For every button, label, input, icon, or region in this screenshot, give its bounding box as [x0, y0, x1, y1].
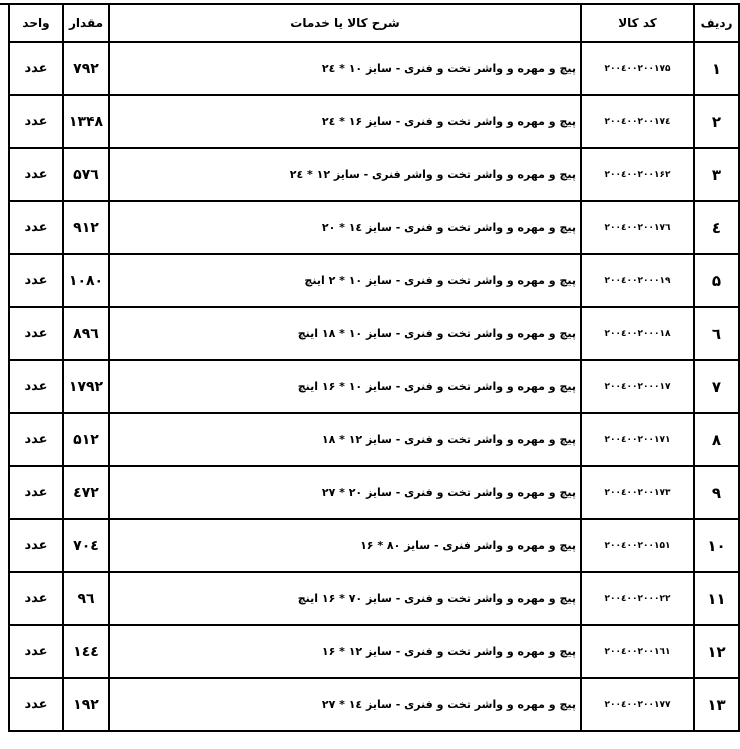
item-code: ۲۰۰٤۰۰۲۰۰۰۱۹	[581, 254, 694, 307]
table-row	[9, 201, 739, 254]
item-description: پیچ و مهره و واشر تخت و فنری - سایز ۷۰ * ۱۶ اینچ	[109, 572, 581, 625]
item-quantity: ۱٤٤	[63, 625, 109, 678]
table-row	[9, 519, 739, 572]
table-row	[9, 413, 739, 466]
header-row	[9, 4, 739, 42]
item-unit: عدد	[9, 360, 63, 413]
table-row	[9, 254, 739, 307]
table-row	[9, 625, 739, 678]
item-unit: عدد	[9, 201, 63, 254]
item-unit: عدد	[9, 572, 63, 625]
item-unit: عدد	[9, 42, 63, 95]
item-unit: عدد	[9, 95, 63, 148]
item-unit: عدد	[9, 148, 63, 201]
item-description: پیچ و مهره و واشر تخت و فنری - سایز ۱٤ * ۲۰	[109, 201, 581, 254]
row-number: ۱۳	[694, 678, 739, 731]
item-quantity: ۱۰۸۰	[63, 254, 109, 307]
header-quantity: مقدار	[63, 4, 109, 42]
left-edge-border	[0, 3, 8, 749]
item-quantity: ۷۰٤	[63, 519, 109, 572]
row-number: ۱	[694, 42, 739, 95]
item-code: ۲۰۰٤۰۰۲۰۰۰۱۷	[581, 360, 694, 413]
item-quantity: ۱۷۹۲	[63, 360, 109, 413]
row-number: ۸	[694, 413, 739, 466]
header-item-code: کد کالا	[581, 4, 694, 42]
item-code: ۲۰۰٤۰۰۲۰۰۱۷۷	[581, 678, 694, 731]
item-quantity: ۹٦	[63, 572, 109, 625]
item-unit: عدد	[9, 254, 63, 307]
table-row	[9, 95, 739, 148]
item-code: ۲۰۰٤۰۰۲۰۰۰۲۲	[581, 572, 694, 625]
item-description: پیچ و مهره و واشر تخت و فنری - سایز ۱۰ * ۱۶ اینچ	[109, 360, 581, 413]
item-code: ۲۰۰٤۰۰۲۰۰۰۱۸	[581, 307, 694, 360]
item-quantity: ۸۹٦	[63, 307, 109, 360]
item-code: ۲۰۰٤۰۰۲۰۰۱۷۳	[581, 466, 694, 519]
item-description: پیچ و مهره و واشر تخت و فنری - سایز ۱۰ * ۱۸ اینچ	[109, 307, 581, 360]
header-unit: واحد	[9, 4, 63, 42]
item-description: پیچ و مهره و واشر تخت و فنری - سایز ۱۶ * ۲٤	[109, 95, 581, 148]
item-description: پیچ و مهره و واشر تخت و واشر فنری - سایز ۱۲ * ۲٤	[109, 148, 581, 201]
item-code: ۲۰۰٤۰۰۲۰۰۱۷۱	[581, 413, 694, 466]
row-number: ۱۱	[694, 572, 739, 625]
row-number: ٤	[694, 201, 739, 254]
row-number: ٦	[694, 307, 739, 360]
row-number: ۷	[694, 360, 739, 413]
item-code: ۲۰۰٤۰۰۲۰۰۱۵۱	[581, 519, 694, 572]
item-unit: عدد	[9, 307, 63, 360]
item-quantity: ۹۱۲	[63, 201, 109, 254]
table-row	[9, 148, 739, 201]
row-number: ۱۰	[694, 519, 739, 572]
table-row	[9, 572, 739, 625]
item-description: پیچ و مهره و واشر فنری - سایز ۸۰ * ۱۶	[109, 519, 581, 572]
item-description: پیچ و مهره و واشر تخت و فنری - سایز ۱۰ * ۲٤	[109, 42, 581, 95]
table-row	[9, 307, 739, 360]
item-description: پیچ و مهره و واشر تخت و فنری - سایز ۱٤ * ۲۷	[109, 678, 581, 731]
item-description: پیچ و مهره و واشر تخت و فنری - سایز ۱۲ * ۱۸	[109, 413, 581, 466]
header-row-number: ردیف	[694, 4, 739, 42]
row-number: ۵	[694, 254, 739, 307]
items-table	[8, 3, 740, 732]
item-code: ۲۰۰٤۰۰۲۰۰۱۷۵	[581, 42, 694, 95]
item-quantity: ۷۹۲	[63, 42, 109, 95]
table-row	[9, 42, 739, 95]
row-number: ۲	[694, 95, 739, 148]
item-code: ۲۰۰٤۰۰۲۰۰۱۷٤	[581, 95, 694, 148]
table-row	[9, 360, 739, 413]
item-description: پیچ و مهره و واشر تخت و فنری - سایز ۱۲ * ۱۶	[109, 625, 581, 678]
item-code: ۲۰۰٤۰۰۲۰۰۱۷٦	[581, 201, 694, 254]
item-unit: عدد	[9, 466, 63, 519]
item-code: ۲۰۰٤۰۰۲۰۰۱۶۲	[581, 148, 694, 201]
item-unit: عدد	[9, 413, 63, 466]
row-number: ۳	[694, 148, 739, 201]
row-number: ۹	[694, 466, 739, 519]
table-row	[9, 466, 739, 519]
item-unit: عدد	[9, 625, 63, 678]
item-quantity: ٤۷۲	[63, 466, 109, 519]
table-row	[9, 678, 739, 731]
item-quantity: ۵۱۲	[63, 413, 109, 466]
item-quantity: ۱۳۴۸	[63, 95, 109, 148]
item-description: پیچ و مهره و واشر تخت و فنری - سایز ۲۰ * ۲۷	[109, 466, 581, 519]
item-unit: عدد	[9, 678, 63, 731]
row-number: ۱۲	[694, 625, 739, 678]
item-quantity: ۱۹۲	[63, 678, 109, 731]
item-quantity: ۵۷٦	[63, 148, 109, 201]
item-code: ۲۰۰٤۰۰۲۰۰۱٦۱	[581, 625, 694, 678]
item-description: پیچ و مهره و واشر تخت و فنری - سایز ۱۰ * ۲ اینچ	[109, 254, 581, 307]
item-unit: عدد	[9, 519, 63, 572]
header-description: شرح کالا یا خدمات	[109, 4, 581, 42]
